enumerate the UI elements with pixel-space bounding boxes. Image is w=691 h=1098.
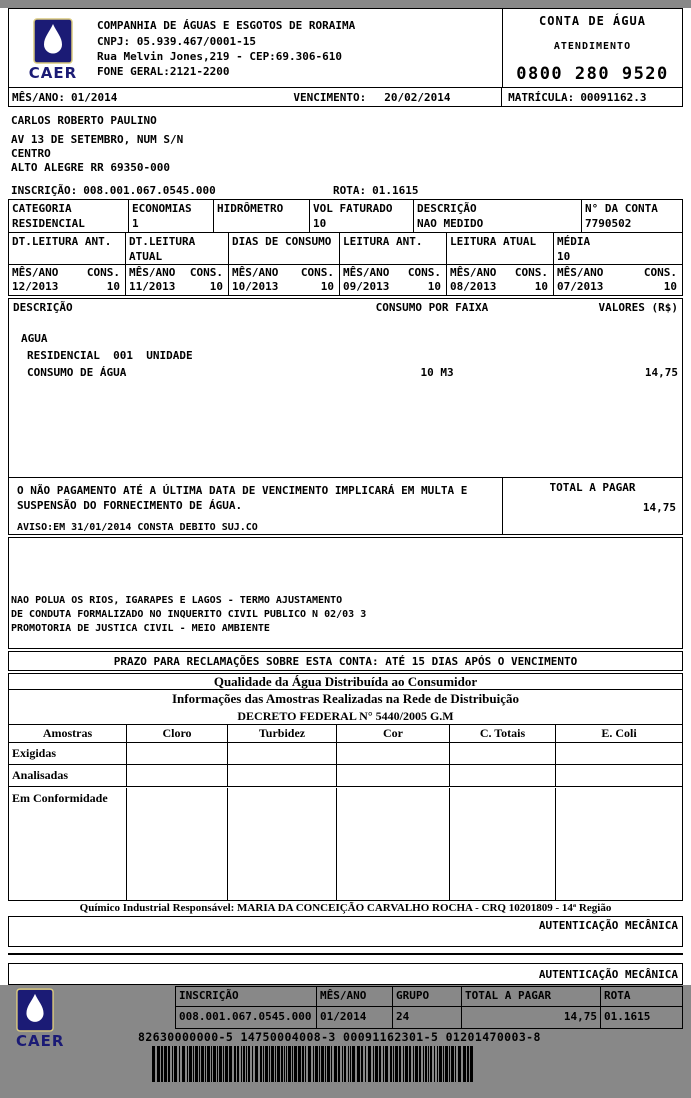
customer-street: AV 13 DE SETEMBRO, NUM S/N [11, 133, 184, 146]
company-address: Rua Melvin Jones,219 - CEP:69.306-610 [97, 49, 343, 63]
quality-empty-cell [450, 765, 556, 787]
customer-block [8, 114, 683, 184]
inscricao: INSCRIÇÃO: 008.001.067.0545.000 [11, 184, 216, 197]
quality-header-cloro: Cloro [127, 725, 228, 743]
water-drop-icon [16, 988, 54, 1035]
summary-header-rota: ROTA [604, 989, 631, 1002]
total-a-pagar-box [502, 478, 682, 534]
quality-empty-cell [228, 788, 337, 900]
customer-city: ALTO ALEGRE RR 69350-000 [11, 161, 170, 174]
col-valores: VALORES (R$) [598, 301, 678, 314]
quality-empty-cell [556, 765, 682, 787]
summary-value-inscricao: 008.001.067.0545.000 [176, 1006, 317, 1028]
company-name: COMPANHIA DE ÁGUAS E ESGOTOS DE RORAIMA [97, 18, 356, 32]
bill-matricula: MATRÍCULA: 00091162.3 [501, 88, 682, 106]
quality-empty-cell [337, 788, 450, 900]
quality-empty-cell [337, 765, 450, 787]
summary-table [175, 986, 683, 1029]
mechanical-auth-box-2 [8, 963, 683, 985]
summary-value-grupo: 24 [393, 1006, 462, 1028]
bill-month-year: MÊS/ANO: 01/2014 [12, 90, 118, 104]
quality-empty-cell [228, 765, 337, 787]
summary-header-mesano: MÊS/ANO [317, 987, 393, 1006]
consumption-item-row [13, 364, 678, 381]
summary-value-mesano: 01/2014 [317, 1006, 393, 1028]
service-phone: 0800 280 9520 [516, 64, 669, 84]
caer-logo-text: CAER [16, 1032, 65, 1050]
quality-empty-cell [556, 788, 682, 900]
col-faixa: CONSUMO POR FAIXA [375, 301, 489, 314]
reading-col-media: MÉDIA 10 [557, 235, 591, 263]
meter-col-hidrometro: HIDRÔMETRO [214, 200, 310, 232]
consumption-history-table [8, 264, 683, 296]
summary-header-inscricao: INSCRIÇÃO [176, 987, 317, 1006]
quality-row-analisadas: Analisadas [9, 765, 127, 787]
barcode [152, 1046, 546, 1082]
quality-decree: DECRETO FEDERAL N° 5440/2005 G.M [237, 709, 454, 723]
header [8, 8, 683, 88]
quality-header-amostras: Amostras [9, 725, 127, 743]
summary-header-total: TOTAL A PAGAR [462, 987, 601, 1006]
quality-row-exigidas: Exigidas [9, 743, 127, 765]
bill-type-title: CONTA DE ÁGUA [539, 14, 646, 28]
payment-stub [0, 986, 691, 1098]
col-descricao: DESCRIÇÃO [13, 301, 73, 314]
history-col: MÊS/ANO CONS. 08/2013 10 [447, 265, 554, 295]
total-label: TOTAL A PAGAR [549, 481, 636, 494]
reading-col-dt-ant: DT.LEITURA ANT. [9, 233, 126, 264]
quality-header-cor: Cor [337, 725, 450, 743]
consumption-unit-line: RESIDENCIAL 001 UNIDADE [27, 349, 193, 362]
quality-empty-cell [127, 765, 228, 787]
quality-header-ctotais: C. Totais [450, 725, 556, 743]
bill-due-date: VENCIMENTO: 20/02/2014 [293, 90, 451, 104]
consumption-header [13, 301, 678, 316]
caer-logo-text: CAER [28, 64, 78, 82]
consumption-group: AGUA [21, 332, 48, 345]
quality-empty-cell [450, 788, 556, 900]
payment-warning: O NÃO PAGAMENTO ATÉ A ÚLTIMA DATA DE VENCIMENTO IMPLICARÁ EM MULTA E SUSPENSÃO DO FORNECIMENTO DE ÁGUA. AVISO:EM 31/01/2014 CONSTA DEBITO SUJ.CO [9, 478, 502, 534]
reading-col-dias: DIAS DE CONSUMO [229, 233, 340, 264]
quality-subtitle: Informações das Amostras Realizadas na Rede de Distribuição [171, 691, 519, 706]
quality-row-conformidade: Em Conformidade [9, 788, 127, 900]
customer-name: CARLOS ROBERTO PAULINO [11, 114, 157, 127]
meter-col-descricao: DESCRIÇÃO NAO MEDIDO [414, 200, 582, 232]
header-company-section [9, 9, 502, 87]
rota: ROTA: 01.1615 [333, 184, 419, 197]
header-service-section [502, 9, 682, 87]
summary-value-total: 14,75 [462, 1006, 601, 1028]
payment-aviso: AVISO:EM 31/01/2014 CONSTA DEBITO SUJ.CO [17, 522, 258, 533]
history-col: MÊS/ANO CONS. 12/2013 10 [9, 265, 126, 295]
auth-label: AUTENTICAÇÃO MECÂNICA [538, 919, 678, 932]
history-col: MÊS/ANO CONS. 11/2013 10 [126, 265, 229, 295]
history-col: MÊS/ANO CONS. 10/2013 10 [229, 265, 340, 295]
quality-empty-cell [450, 743, 556, 765]
meter-col-conta: N° DA CONTA 7790502 [585, 202, 658, 230]
meter-col-categoria: CATEGORIA RESIDENCIAL [9, 200, 129, 232]
environment-message: NAO POLUA OS RIOS, IGARAPES E LAGOS - TERMO AJUSTAMENTO DE CONDUTA FORMALIZADO NO INQUERITO CIVIL PUBLICO N 02/03 3 PROMOTORIA DE JUSTICA CIVIL - MEIO AMBIENTE [11, 595, 367, 634]
quality-subtitle-box [8, 689, 683, 725]
water-bill-page [0, 8, 691, 1050]
quality-empty-cell [556, 743, 682, 765]
quality-table [8, 724, 683, 901]
auth-label: AUTENTICAÇÃO MECÂNICA [538, 968, 678, 981]
chemist-line: Químico Industrial Responsável: MARIA DA CONCEIÇÃO CARVALHO ROCHA - CRQ 10201809 - 14ª Região [79, 902, 612, 914]
quality-header-turbidez: Turbidez [228, 725, 337, 743]
quality-title: Qualidade da Água Distribuída ao Consumidor [8, 673, 683, 690]
service-label: ATENDIMENTO [553, 40, 632, 52]
quality-header-ecoli: E. Coli [556, 725, 682, 743]
mechanical-auth-box-1 [8, 916, 683, 947]
cut-separator-line [8, 953, 683, 955]
environment-message-box [8, 537, 683, 649]
summary-header-grupo: GRUPO [393, 987, 462, 1006]
reading-col-leitura-ant: LEITURA ANT. [340, 233, 447, 264]
company-phone: FONE GERAL:2121-2200 [97, 64, 230, 78]
deadline-message: PRAZO PARA RECLAMAÇÕES SOBRE ESTA CONTA: ATÉ 15 DIAS APÓS O VENCIMENTO [8, 651, 683, 671]
caer-logo-bottom [16, 988, 64, 1048]
quality-empty-cell [127, 788, 228, 900]
meter-table [8, 199, 683, 233]
company-cnpj: CNPJ: 05.939.467/0001-15 [97, 34, 256, 48]
water-drop-icon [33, 18, 73, 67]
summary-value-rota: 01.1615 [601, 1006, 682, 1028]
barcode-digits: 82630000000-5 14750004008-3 00091162301-5 01201470003-8 [138, 1030, 541, 1044]
quality-empty-cell [127, 743, 228, 765]
caer-logo [9, 16, 97, 80]
consumption-detail-box [8, 298, 683, 478]
reading-col-leitura-atual: LEITURA ATUAL [447, 233, 554, 264]
customer-district: CENTRO [11, 147, 51, 160]
history-col: MÊS/ANO CONS. 09/2013 10 [340, 265, 447, 295]
bill-info-row [8, 87, 683, 107]
reading-col-dt-atual: DT.LEITURA ATUAL [126, 233, 229, 264]
quality-empty-cell [228, 743, 337, 765]
meter-col-vol-faturado: VOL FATURADO 10 [310, 200, 414, 232]
total-value: 14,75 [642, 501, 676, 514]
reading-table [8, 232, 683, 265]
item-faixa: 10 M3 [420, 366, 454, 379]
item-valor: 14,75 [644, 366, 678, 379]
meter-col-economias: ECONOMIAS 1 [129, 200, 214, 232]
quality-empty-cell [337, 743, 450, 765]
item-name: CONSUMO DE ÁGUA [27, 366, 127, 379]
payment-box [8, 477, 683, 535]
history-col: MÊS/ANO CONS. 07/2013 10 [557, 266, 677, 293]
company-info [97, 18, 355, 79]
inscricao-row [8, 184, 683, 200]
